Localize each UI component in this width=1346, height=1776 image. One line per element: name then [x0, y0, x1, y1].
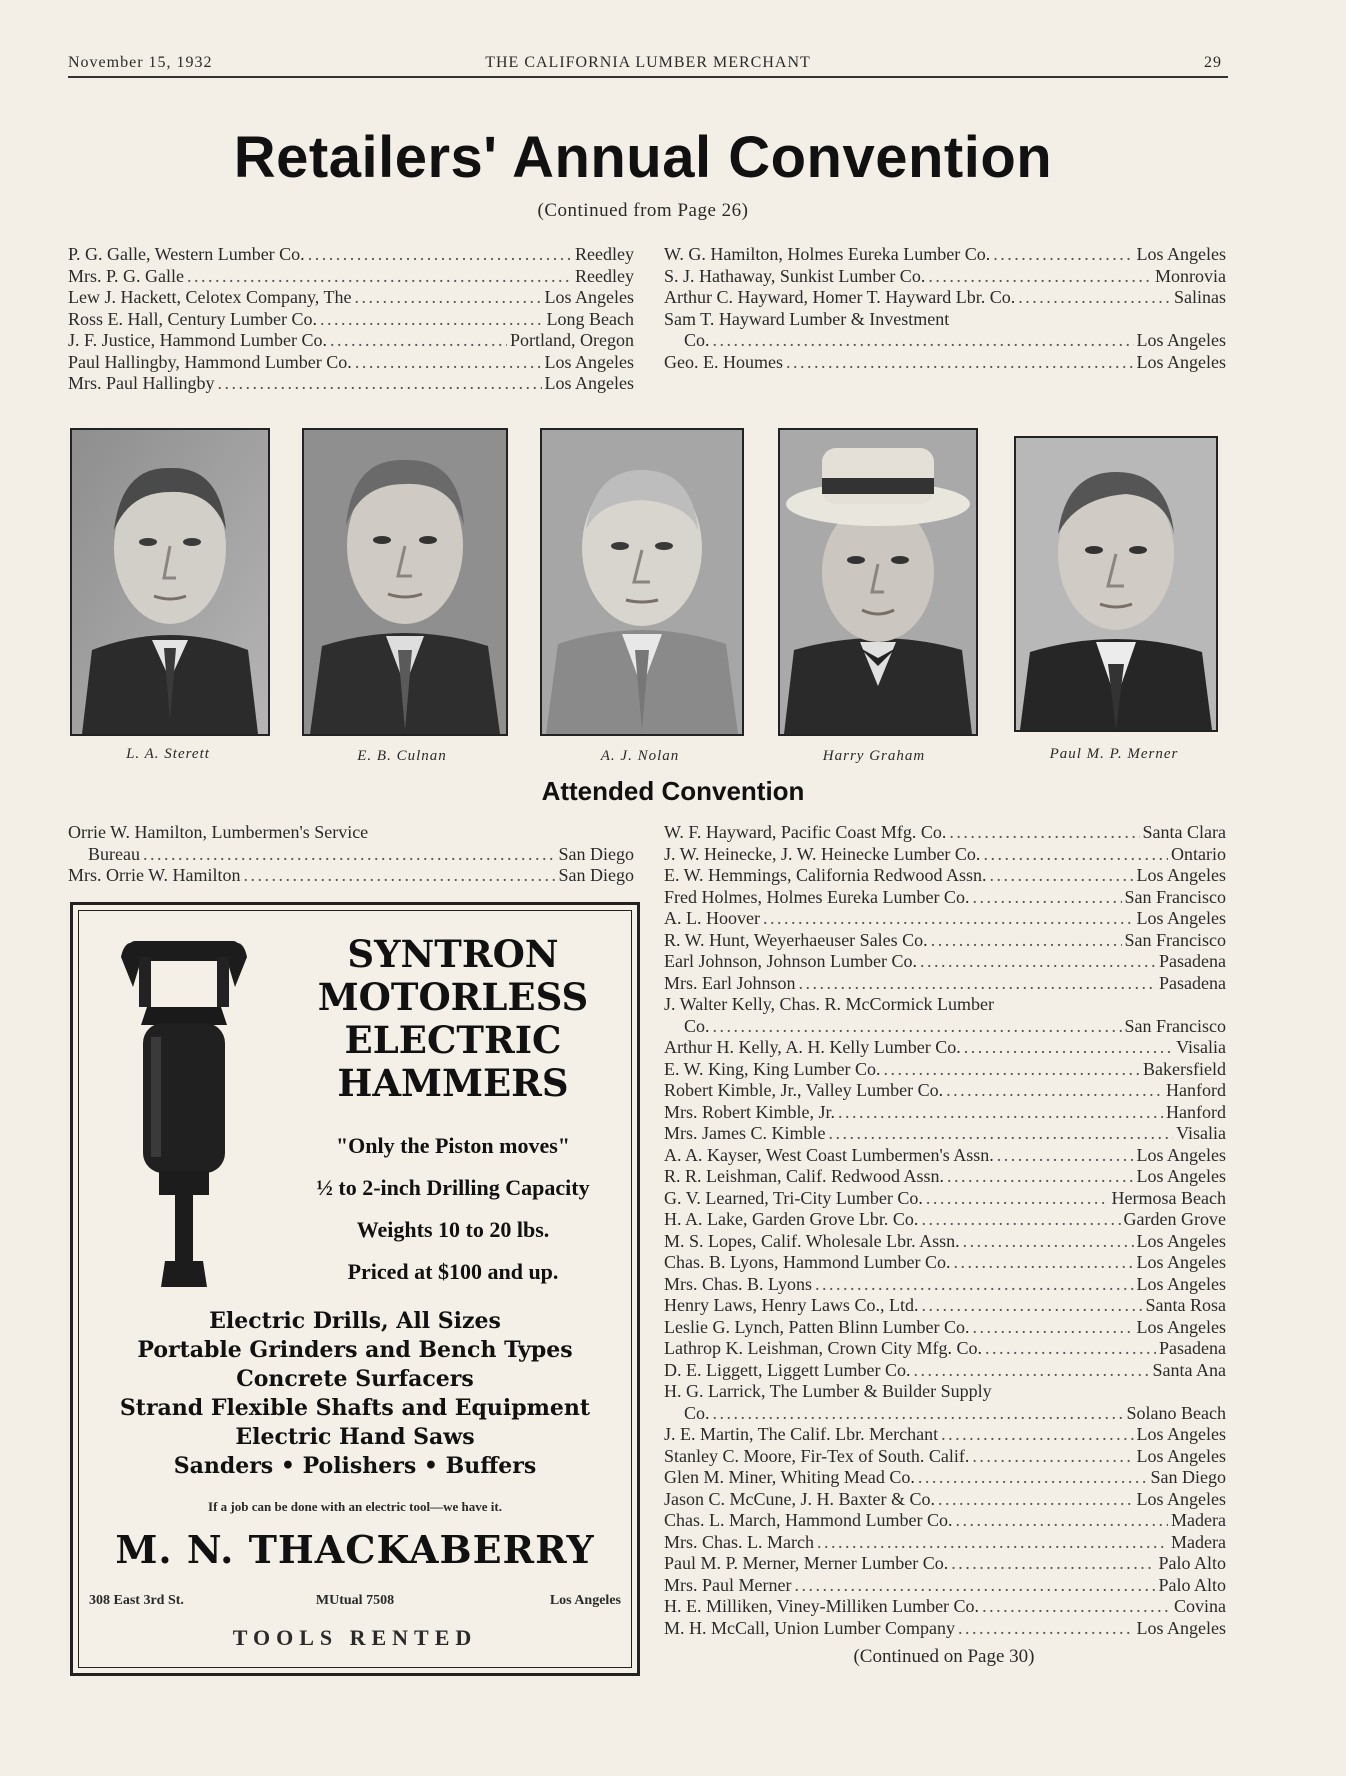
attendee-city: Long Beach [546, 308, 634, 329]
attendee-row [664, 352, 1226, 374]
leader-dots [997, 1145, 1134, 1167]
attendee-name: Glen M. Miner, Whiting Mead Co. [664, 1467, 915, 1487]
leader-dots [990, 865, 1134, 887]
attendee-city: San Francisco [1124, 886, 1226, 907]
leader-dots [330, 330, 507, 352]
leader-dots [921, 1295, 1142, 1317]
leader-dots [982, 1596, 1171, 1618]
leader-dots [308, 244, 572, 266]
leader-dots [963, 1231, 1134, 1253]
leader-dots [931, 930, 1122, 952]
attendee-name: H. E. Milliken, Viney-Milliken Lumber Co. [664, 1596, 980, 1616]
leader-dots [884, 1059, 1141, 1081]
attendee-row [68, 844, 634, 866]
photo-caption: E. B. Culnan [357, 748, 447, 764]
leader-dots [794, 1575, 1155, 1597]
attendee-name: Mrs. Orrie W. Hamilton [68, 865, 241, 885]
attendee-row [664, 1059, 1226, 1081]
attendee-name: Arthur C. Hayward, Homer T. Hayward Lbr. Co. [664, 287, 1016, 307]
attendee-row [664, 1618, 1226, 1640]
attendee-name: Mrs. Paul Hallingby [68, 373, 215, 393]
attendee-name: R. W. Hunt, Weyerhaeuser Sales Co. [664, 929, 928, 950]
attendee-city: Los Angeles [1136, 1166, 1226, 1186]
issue-date: November 15, 1932 [68, 54, 213, 71]
attendee-city: Madera [1171, 1531, 1226, 1552]
attendee-name: Geo. E. Houmes [664, 351, 783, 372]
attendee-row [664, 1381, 1226, 1403]
attendee-name: Chas. L. March, Hammond Lumber Co. [664, 1510, 953, 1530]
attendee-row [664, 1102, 1226, 1124]
leader-dots [763, 908, 1134, 930]
ad-company-name: M. N. THACKABERRY [115, 1527, 595, 1572]
attendee-list-bottom-right [664, 822, 1226, 1639]
attendee-name: Mrs. James C. Kimble [664, 1123, 826, 1143]
attendee-city: Santa Ana [1152, 1359, 1226, 1380]
leader-dots [993, 244, 1133, 266]
attendee-name: Chas. B. Lyons, Hammond Lumber Co. [664, 1252, 951, 1272]
leader-dots [972, 1317, 1133, 1339]
attendee-row [664, 1553, 1226, 1575]
portrait-photo-4 [778, 428, 978, 736]
attendee-city: Los Angeles [1136, 908, 1226, 928]
electric-hammer-illustration [99, 927, 269, 1297]
attendee-row [68, 266, 634, 288]
attendee-row [68, 352, 634, 374]
attendee-row [664, 1037, 1226, 1059]
leader-dots [958, 1618, 1134, 1640]
leader-dots [913, 1360, 1149, 1382]
attendee-city: Los Angeles [544, 351, 634, 372]
attendee-city: Palo Alto [1158, 1553, 1226, 1573]
leader-dots [1018, 287, 1171, 309]
attendee-city: Reedley [575, 244, 634, 264]
attendee-row [664, 309, 1226, 331]
attendee-name: H. A. Lake, Garden Grove Lbr. Co. [664, 1209, 919, 1229]
attendee-city: Los Angeles [1136, 865, 1226, 885]
publication-name: THE CALIFORNIA LUMBER MERCHANT [485, 54, 811, 71]
portrait-image [72, 430, 268, 734]
leader-dots [983, 844, 1168, 866]
product-line: Sanders • Polishers • Buffers [173, 1453, 537, 1479]
attendee-row [664, 1274, 1226, 1296]
attendee-name: Jason C. McCune, J. H. Baxter & Co. [664, 1488, 935, 1509]
attendee-name: J. W. Heinecke, J. W. Heinecke Lumber Co. [664, 843, 981, 864]
ad-headline [273, 933, 633, 1105]
attendee-row [664, 1123, 1226, 1145]
attendee-name: Sam T. Hayward Lumber & Investment [664, 308, 950, 329]
product-line: Electric Drills, All Sizes [209, 1308, 501, 1334]
leader-dots [985, 1338, 1156, 1360]
portrait-photo-1 [70, 428, 270, 736]
attendee-city: Salinas [1174, 287, 1226, 307]
attendee-row [664, 330, 1226, 352]
ad-city: Los Angeles [549, 1593, 621, 1608]
attendee-city: Santa Clara [1142, 822, 1226, 842]
attendee-city: Reedley [575, 265, 634, 286]
attendee-name: W. F. Hayward, Pacific Coast Mfg. Co. [664, 822, 947, 842]
attendee-city: Los Angeles [1136, 351, 1226, 372]
attendee-city: Palo Alto [1158, 1574, 1226, 1595]
advertisement [70, 902, 640, 1676]
photo-caption: Paul M. P. Merner [1049, 746, 1179, 762]
leader-dots [829, 1123, 1174, 1145]
attendee-city: Pasadena [1159, 1338, 1226, 1358]
attendee-city: Los Angeles [1136, 1230, 1226, 1251]
attendee-row [664, 908, 1226, 930]
ad-feature: ½ to 2-inch Drilling Capacity [316, 1175, 590, 1200]
attendee-name: Mrs. Chas. B. Lyons [664, 1273, 813, 1294]
ad-phone: MUtual 7508 [315, 1593, 395, 1608]
attendee-name: A. A. Kayser, West Coast Lumbermen's Assn. [664, 1144, 994, 1165]
ad-feature: Weights 10 to 20 lbs. [356, 1217, 550, 1242]
attendee-name: P. G. Galle, Western Lumber Co. [68, 244, 305, 264]
attendee-row [664, 1360, 1226, 1382]
headline-line: SYNTRON [347, 932, 559, 976]
attendee-city: San Diego [558, 843, 634, 864]
portrait-photo-5 [1014, 436, 1218, 732]
attendee-name: A. L. Hoover [664, 908, 760, 928]
leader-dots [949, 822, 1139, 844]
attendee-name: J. Walter Kelly, Chas. R. McCormick Lumber [664, 994, 994, 1014]
leader-dots [921, 1209, 1120, 1231]
attendee-city: Monrovia [1155, 265, 1226, 286]
attendee-name: J. E. Martin, The Calif. Lbr. Merchant [664, 1424, 939, 1444]
headline-line: ELECTRIC [344, 1018, 562, 1062]
leader-dots [817, 1532, 1168, 1554]
attendee-name: Robert Kimble, Jr., Valley Lumber Co. [664, 1080, 944, 1100]
article-subtitle: (Continued from Page 26) [537, 200, 749, 221]
leader-dots [964, 1037, 1173, 1059]
attendee-name: M. S. Lopes, Calif. Wholesale Lbr. Assn. [664, 1230, 960, 1251]
attendee-list-bottom-left [68, 822, 634, 887]
attendee-city: Hanford [1166, 1080, 1226, 1100]
attendee-row [664, 1209, 1226, 1231]
attendee-row [68, 865, 634, 887]
leader-dots [926, 1188, 1109, 1210]
product-line: Strand Flexible Shafts and Equipment [119, 1395, 591, 1421]
attendee-city: Santa Rosa [1145, 1295, 1226, 1315]
attendee-name: R. R. Leishman, Calif. Redwood Assn. [664, 1166, 944, 1186]
leader-dots [320, 309, 544, 331]
attendee-city: Los Angeles [1136, 1252, 1226, 1272]
attendee-name: E. W. Hemmings, California Redwood Assn. [664, 865, 987, 885]
attendee-name: Arthur H. Kelly, A. H. Kelly Lumber Co. [664, 1037, 961, 1057]
portrait-photo-3 [540, 428, 744, 736]
attendee-name: Mrs. Chas. L. March [664, 1531, 814, 1552]
attendee-city: Solano Beach [1126, 1402, 1226, 1423]
attendee-row [68, 822, 634, 844]
ad-address: 308 East 3rd St. [89, 1593, 184, 1608]
attendee-name: Mrs. Earl Johnson [664, 972, 796, 993]
attendee-city: San Diego [558, 865, 634, 885]
attendee-row [68, 373, 634, 395]
attendee-city: Bakersfield [1143, 1058, 1226, 1079]
leader-dots [838, 1102, 1163, 1124]
attendee-row [664, 887, 1226, 909]
attendee-row [68, 244, 634, 266]
attendee-row [664, 1575, 1226, 1597]
leader-dots [218, 373, 542, 395]
attendee-row [664, 1016, 1226, 1038]
attendee-city: Los Angeles [1136, 1488, 1226, 1509]
attendee-name: J. F. Justice, Hammond Lumber Co. [68, 330, 328, 350]
attendee-name: Paul Hallingby, Hammond Lumber Co. [68, 351, 352, 372]
attendee-name: H. G. Larrick, The Lumber & Builder Supply [664, 1381, 992, 1401]
leader-dots [786, 352, 1134, 374]
attendee-row [68, 309, 634, 331]
portrait-photo-2 [302, 428, 508, 736]
attendee-row [664, 1510, 1226, 1532]
attendee-row [664, 1231, 1226, 1253]
attendee-name: Co. [684, 1402, 710, 1423]
attendee-row [664, 1145, 1226, 1167]
attendee-name: Fred Holmes, Holmes Eureka Lumber Co. [664, 886, 970, 907]
attendee-city: Hanford [1166, 1101, 1226, 1122]
ad-feature: Priced at $100 and up. [347, 1259, 559, 1284]
attendee-list-top-right [664, 244, 1226, 373]
attendee-city: Garden Grove [1123, 1209, 1226, 1229]
attendee-name: E. W. King, King Lumber Co. [664, 1058, 881, 1079]
leader-dots [354, 287, 541, 309]
attendee-row [664, 1252, 1226, 1274]
product-line: Concrete Surfacers [236, 1366, 474, 1392]
leader-dots [941, 1424, 1133, 1446]
attendee-row [664, 1596, 1226, 1618]
leader-dots [955, 1510, 1168, 1532]
leader-dots [954, 1252, 1134, 1274]
attendee-name: Lathrop K. Leishman, Crown City Mfg. Co. [664, 1338, 982, 1358]
attendee-name: Leslie G. Lynch, Patten Blinn Lumber Co. [664, 1316, 970, 1337]
ad-footer: TOOLS RENTED [232, 1625, 478, 1650]
leader-dots [918, 1467, 1148, 1489]
leader-dots [244, 865, 556, 887]
attendee-city: Los Angeles [1136, 1316, 1226, 1337]
portrait-image [780, 430, 976, 734]
attendee-row [664, 1403, 1226, 1425]
attendee-row [68, 330, 634, 352]
leader-dots [187, 266, 572, 288]
leader-dots [713, 1016, 1122, 1038]
attendee-city: Los Angeles [544, 287, 634, 307]
product-line: Electric Hand Saws [235, 1424, 475, 1450]
attendee-city: San Diego [1150, 1467, 1226, 1487]
attendee-row [68, 287, 634, 309]
attendee-row [664, 822, 1226, 844]
continued-note: (Continued on Page 30) [853, 1646, 1035, 1667]
photo-caption: A. J. Nolan [600, 748, 680, 764]
attendee-name: Henry Laws, Henry Laws Co., Ltd. [664, 1295, 919, 1315]
attendee-row [664, 844, 1226, 866]
attendee-city: Los Angeles [1136, 1424, 1226, 1444]
leader-dots [928, 266, 1152, 288]
attendee-city: Los Angeles [1136, 1273, 1226, 1294]
attendee-city: Visalia [1176, 1037, 1226, 1057]
attendee-row [664, 1338, 1226, 1360]
leader-dots [713, 1403, 1124, 1425]
attendee-row [664, 1467, 1226, 1489]
attendee-row [664, 973, 1226, 995]
attendee-name: Mrs. Robert Kimble, Jr. [664, 1101, 835, 1122]
portrait-image [304, 430, 506, 734]
headline-line: MOTORLESS [317, 975, 589, 1019]
attendee-name: Stanley C. Moore, Fir-Tex of South. Calif. [664, 1445, 970, 1466]
attendee-city: San Francisco [1124, 1015, 1226, 1036]
attendee-row [664, 1532, 1226, 1554]
attendee-row [664, 865, 1226, 887]
attendee-row [664, 287, 1226, 309]
attendee-name: M. H. McCall, Union Lumber Company [664, 1617, 955, 1638]
product-line: Portable Grinders and Bench Types [137, 1337, 573, 1363]
attendee-name: Lew J. Hackett, Celotex Company, The [68, 287, 352, 307]
photo-caption: Harry Graham [822, 748, 926, 764]
attendee-row [664, 1295, 1226, 1317]
attendee-row [664, 994, 1226, 1016]
attendee-row [664, 1188, 1226, 1210]
attendee-city: Hermosa Beach [1111, 1187, 1226, 1208]
attendee-city: Los Angeles [1136, 1144, 1226, 1165]
leader-dots [951, 1553, 1155, 1575]
attendee-city: Visalia [1176, 1123, 1226, 1143]
attendee-city: Covina [1174, 1596, 1226, 1616]
leader-dots [972, 887, 1121, 909]
attendee-row [664, 930, 1226, 952]
attendee-city: Pasadena [1159, 951, 1226, 971]
leader-dots [799, 973, 1157, 995]
attendee-name: W. G. Hamilton, Holmes Eureka Lumber Co. [664, 244, 991, 264]
running-header [68, 50, 1228, 78]
leader-dots [947, 1166, 1134, 1188]
attendee-name: S. J. Hathaway, Sunkist Lumber Co. [664, 265, 926, 286]
portrait-image [1016, 438, 1216, 730]
attendee-row [664, 1424, 1226, 1446]
ad-tagline: If a job can be done with an electric tool—we have it. [208, 1499, 502, 1514]
attendee-row [664, 244, 1226, 266]
leader-dots [143, 844, 556, 866]
attendee-name: Mrs. P. G. Galle [68, 265, 184, 286]
attendee-row [664, 1317, 1226, 1339]
attendee-name: Co. [684, 1015, 710, 1036]
leader-dots [355, 352, 542, 374]
page-number: 29 [1204, 54, 1222, 71]
attendee-city: Los Angeles [544, 373, 634, 393]
attendee-name: Mrs. Paul Merner [664, 1574, 792, 1595]
leader-dots [713, 330, 1134, 352]
attendee-name: Paul M. P. Merner, Merner Lumber Co. [664, 1553, 949, 1573]
attendee-row [664, 951, 1226, 973]
attendee-city: Pasadena [1159, 972, 1226, 993]
attendee-name: Orrie W. Hamilton, Lumbermen's Service [68, 822, 369, 842]
article-title: Retailers' Annual Convention [233, 125, 1053, 190]
attendee-city: San Francisco [1124, 929, 1226, 950]
ad-feature: "Only the Piston moves" [335, 1133, 571, 1158]
attendee-name: Ross E. Hall, Century Lumber Co. [68, 308, 317, 329]
attendee-name: Earl Johnson, Johnson Lumber Co. [664, 951, 917, 971]
attendee-row [664, 1080, 1226, 1102]
attendee-name: D. E. Liggett, Liggett Lumber Co. [664, 1359, 911, 1380]
attendee-name: Co. [684, 330, 710, 350]
attendee-row [664, 1446, 1226, 1468]
attendee-city: Los Angeles [1136, 244, 1226, 264]
photo-caption: L. A. Sterett [126, 746, 210, 762]
leader-dots [815, 1274, 1133, 1296]
ad-product-list [73, 1307, 637, 1481]
attendee-row [664, 1489, 1226, 1511]
leader-dots [946, 1080, 1163, 1102]
ad-contact-row [89, 1593, 621, 1613]
leader-dots [972, 1446, 1133, 1468]
attendee-city: Madera [1171, 1510, 1226, 1530]
attendee-row [664, 1166, 1226, 1188]
portrait-image [542, 430, 742, 734]
leader-dots [938, 1489, 1134, 1511]
attendee-city: Portland, Oregon [510, 330, 634, 350]
leader-dots [920, 951, 1156, 973]
section-heading: Attended Convention [541, 776, 805, 806]
attendee-city: Ontario [1171, 843, 1226, 864]
attendee-list-top-left [68, 244, 634, 395]
attendee-city: Los Angeles [1136, 1445, 1226, 1466]
attendee-city: Los Angeles [1136, 330, 1226, 350]
attendee-name: Bureau [88, 843, 140, 864]
attendee-name: G. V. Learned, Tri-City Lumber Co. [664, 1187, 923, 1208]
attendee-row [664, 266, 1226, 288]
attendee-city: Los Angeles [1136, 1617, 1226, 1638]
headline-line: HAMMERS [337, 1061, 569, 1105]
